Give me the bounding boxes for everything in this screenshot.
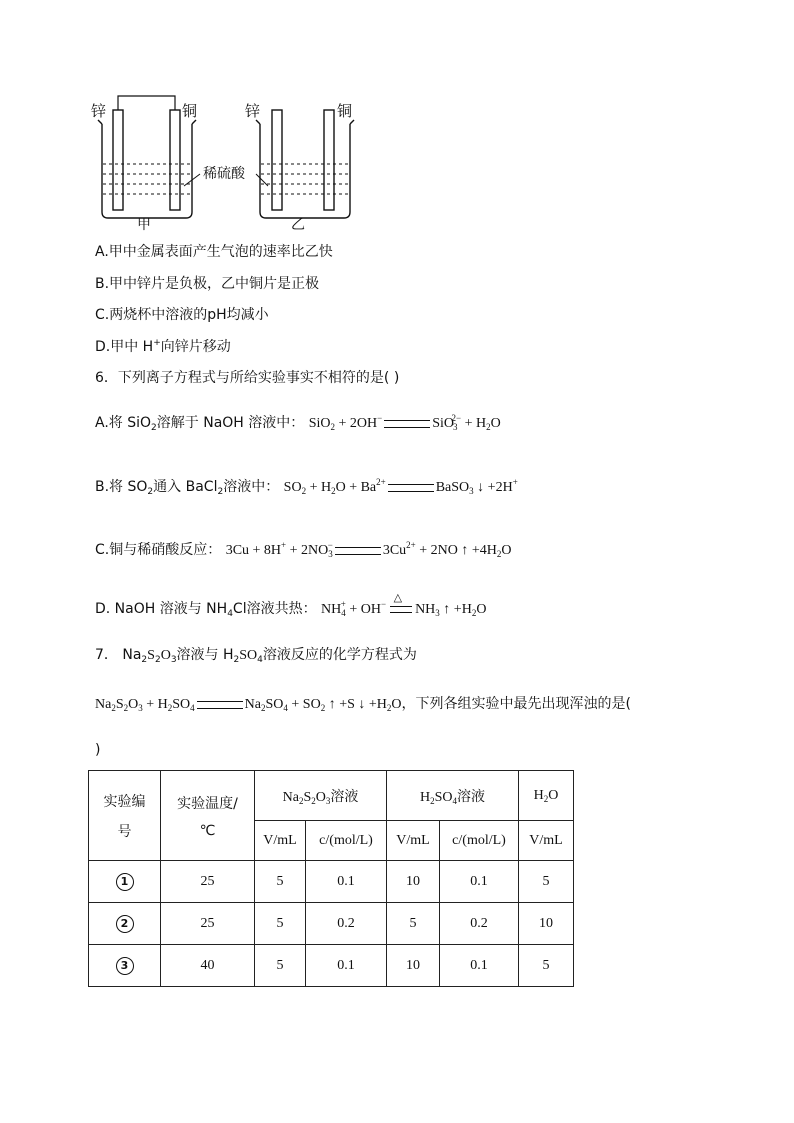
cell-c1: 0.2 xyxy=(306,903,387,945)
q5-option-c: C.两烧杯中溶液的pH均减小 xyxy=(95,307,269,323)
row-number: 3 xyxy=(116,957,134,975)
cell-v2: 5 xyxy=(387,903,440,945)
q6-stem: 6．下列离子方程式与所给实验事实不相符的是( ) xyxy=(95,370,400,386)
cell-temp: 40 xyxy=(161,945,255,987)
subheader-v2: V/mL xyxy=(387,821,440,861)
galvanic-cell-figure xyxy=(88,90,368,232)
header-temperature: 实验温度/ ℃ xyxy=(161,771,255,861)
cell-v1: 5 xyxy=(255,861,306,903)
q5-option-b: B.甲中锌片是负极，乙中铜片是正极 xyxy=(95,276,320,292)
q6-option-c: C.铜与稀硝酸反应： $3Cu + 8H^+ + 2NO_3^-$ $3Cu^{2+} + 2NO$ ↑ $+4H_2O$ xyxy=(95,540,512,559)
cell-v2: 10 xyxy=(387,861,440,903)
q7-stem-close: ) xyxy=(95,742,101,758)
cell-c2: 0.1 xyxy=(440,945,519,987)
header-sulfuric-acid: $H_2SO_4$溶液 xyxy=(387,771,519,821)
q6-option-b: B.将 $SO_2$通入 BaCl$_2$溶液中： $SO_2 + H_2O + Ba^{2+}$ BaSO$_3$ ↓ +2H+ xyxy=(95,477,518,497)
row-number: 1 xyxy=(116,873,134,891)
q6-option-d: D. NaOH 溶液与 $NH_4Cl$溶液共热： $NH_4^+ + OH^-$ △ $NH_3$ ↑ $+H_2O$ xyxy=(95,592,487,619)
label-zinc-jia: 锌 xyxy=(91,102,107,120)
q5-option-a: A.甲中金属表面产生气泡的速率比乙快 xyxy=(95,244,333,260)
label-copper-jia: 铜 xyxy=(182,102,198,120)
label-dilute-sulfuric-acid: 稀硫酸 xyxy=(203,166,245,182)
cell-c1: 0.1 xyxy=(306,945,387,987)
cell-v1: 5 xyxy=(255,903,306,945)
subheader-v3: V/mL xyxy=(519,821,574,861)
q7-stem: 7． $Na_2S_2O_3$溶液与 $H_2SO_4$溶液反应的化学方程式为 xyxy=(95,647,417,665)
header-exp-no: 实验编 号 xyxy=(89,771,161,861)
cell-v3: 5 xyxy=(519,861,574,903)
cell-temp: 25 xyxy=(161,861,255,903)
label-copper-yi: 铜 xyxy=(337,102,353,120)
q7-equation-line: $Na_2S_2O_3 + H_2SO_4$ $Na_2SO_4 + SO_2$ ↑ +S ↓ $+H_2O$，下列各组实验中最先出现浑浊的是( xyxy=(95,696,631,713)
table-row xyxy=(89,861,574,903)
row-number: 2 xyxy=(116,915,134,933)
header-water: $H_2O$ xyxy=(519,771,574,821)
cell-v1: 5 xyxy=(255,945,306,987)
header-thiosulfate: $Na_2S_2O_3$溶液 xyxy=(255,771,387,821)
cell-c2: 0.1 xyxy=(440,861,519,903)
table-row xyxy=(89,903,574,945)
subheader-c2: c/(mol/L) xyxy=(440,821,519,861)
table-row xyxy=(89,945,574,987)
caption-yi: 乙 xyxy=(291,217,305,233)
q5-option-d: D.甲中 H+向锌片移动 xyxy=(95,338,231,355)
caption-jia: 甲 xyxy=(137,217,151,233)
experiment-table xyxy=(88,770,574,987)
cell-c2: 0.2 xyxy=(440,903,519,945)
cell-v3: 10 xyxy=(519,903,574,945)
label-zinc-yi: 锌 xyxy=(245,102,261,120)
subheader-v1: V/mL xyxy=(255,821,306,861)
q6-option-a: A.将 SiO$_2$溶解于 NaOH 溶液中： SiO$_2$ + 2OH− $SiO_3^{2-} + H_2O$ xyxy=(95,413,501,433)
cell-c1: 0.1 xyxy=(306,861,387,903)
cell-v2: 10 xyxy=(387,945,440,987)
cell-temp: 25 xyxy=(161,903,255,945)
subheader-c1: c/(mol/L) xyxy=(306,821,387,861)
cell-v3: 5 xyxy=(519,945,574,987)
